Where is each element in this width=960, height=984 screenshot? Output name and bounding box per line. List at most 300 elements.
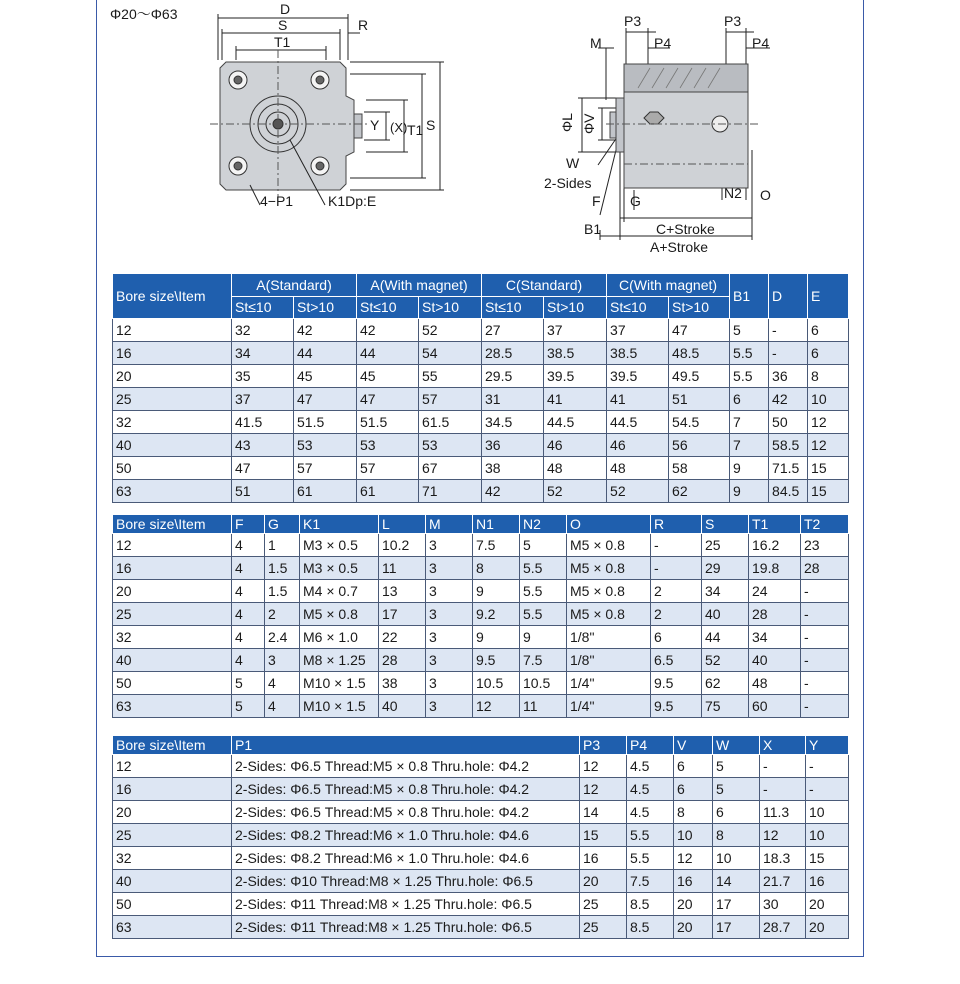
table-cell: 4 bbox=[232, 626, 265, 649]
table-cell: 1 bbox=[265, 534, 300, 557]
header-e: E bbox=[808, 274, 849, 319]
table-cell: 5 bbox=[730, 319, 769, 342]
header-cell: T2 bbox=[801, 515, 849, 534]
sub-st-gt-10: St>10 bbox=[669, 296, 730, 319]
header-cell: N1 bbox=[473, 515, 520, 534]
table-row bbox=[113, 603, 849, 626]
table-cell: 1/4" bbox=[567, 672, 651, 695]
table-cell: 27 bbox=[482, 319, 544, 342]
header-cell: Bore size\Item bbox=[113, 515, 232, 534]
table-cell: 47 bbox=[357, 388, 419, 411]
table-cell: 37 bbox=[607, 319, 669, 342]
sub-st-gt-10: St>10 bbox=[294, 296, 357, 319]
table-cell: 10.5 bbox=[520, 672, 567, 695]
table-cell: 8 bbox=[713, 824, 760, 847]
table-cell: 9 bbox=[473, 580, 520, 603]
header-cell: F bbox=[232, 515, 265, 534]
table-row bbox=[113, 480, 849, 503]
table-cell: 28.7 bbox=[760, 916, 806, 939]
table-cell: M3 × 0.5 bbox=[300, 534, 379, 557]
header-cell: R bbox=[651, 515, 702, 534]
dim-C-stroke: C+Stroke bbox=[656, 221, 715, 237]
table-cell: 1/4" bbox=[567, 695, 651, 718]
table-cell: M5 × 0.8 bbox=[567, 580, 651, 603]
table-cell: 4 bbox=[232, 603, 265, 626]
table-cell: 3 bbox=[426, 695, 473, 718]
table-cell: 2.4 bbox=[265, 626, 300, 649]
table-cell: 7.5 bbox=[473, 534, 520, 557]
header-cell: S bbox=[702, 515, 749, 534]
table-cell: 44 bbox=[294, 342, 357, 365]
bore-size-cell: 40 bbox=[113, 870, 232, 893]
table-cell: M8 × 1.25 bbox=[300, 649, 379, 672]
bore-size-cell: 20 bbox=[113, 801, 232, 824]
table-cell: 62 bbox=[669, 480, 730, 503]
table-cell: 4 bbox=[265, 695, 300, 718]
table-row bbox=[113, 672, 849, 695]
sub-st-le-10: St≤10 bbox=[232, 296, 294, 319]
table-cell: 3 bbox=[426, 557, 473, 580]
bore-size-cell: 50 bbox=[113, 893, 232, 916]
table-cell: 51.5 bbox=[357, 411, 419, 434]
table-cell: 20 bbox=[806, 893, 849, 916]
table-cell: - bbox=[801, 672, 849, 695]
dim-F: F bbox=[592, 193, 601, 209]
table-cell: 12 bbox=[580, 778, 627, 801]
table-cell: M10 × 1.5 bbox=[300, 695, 379, 718]
table-cell: 3 bbox=[265, 649, 300, 672]
table-cell: 40 bbox=[749, 649, 801, 672]
table-cell: 38 bbox=[379, 672, 426, 695]
table-cell: 28 bbox=[801, 557, 849, 580]
bore-size-cell: 40 bbox=[113, 649, 232, 672]
table-cell: 40 bbox=[702, 603, 749, 626]
table-cell: 3 bbox=[426, 672, 473, 695]
table-cell: 12 bbox=[674, 847, 713, 870]
sub-st-le-10: St≤10 bbox=[357, 296, 419, 319]
header-cell: K1 bbox=[300, 515, 379, 534]
table-cell: 10 bbox=[806, 824, 849, 847]
header-a-magnet: A(With magnet) bbox=[357, 274, 482, 297]
table-cell: - bbox=[801, 603, 849, 626]
table-cell: 2-Sides: Φ8.2 Thread:M6 × 1.0 Thru.hole: Φ4.6 bbox=[232, 824, 580, 847]
table-cell: 5.5 bbox=[520, 603, 567, 626]
table-cell: 42 bbox=[357, 319, 419, 342]
table-cell: - bbox=[801, 580, 849, 603]
table-cell: - bbox=[760, 755, 806, 778]
table-cell: 34.5 bbox=[482, 411, 544, 434]
table-cell: 9 bbox=[730, 480, 769, 503]
table-cell: 45 bbox=[357, 365, 419, 388]
table-cell: 7 bbox=[730, 411, 769, 434]
table-cell: 10 bbox=[713, 847, 760, 870]
table-cell: 42 bbox=[769, 388, 808, 411]
bore-size-cell: 16 bbox=[113, 342, 232, 365]
dimension-table-a-c-b1-d-e bbox=[112, 273, 849, 503]
table-cell: 48 bbox=[749, 672, 801, 695]
table-cell: 9 bbox=[730, 457, 769, 480]
table-row bbox=[113, 557, 849, 580]
table-cell: M10 × 1.5 bbox=[300, 672, 379, 695]
table-cell: 44.5 bbox=[607, 411, 669, 434]
table-cell: 57 bbox=[357, 457, 419, 480]
table-cell: 1/8" bbox=[567, 649, 651, 672]
table-cell: 8 bbox=[808, 365, 849, 388]
table-cell: 10.2 bbox=[379, 534, 426, 557]
table-cell: 7 bbox=[730, 434, 769, 457]
table-cell: 46 bbox=[607, 434, 669, 457]
table-row bbox=[113, 893, 849, 916]
table-cell: - bbox=[769, 319, 808, 342]
table-cell: 16.2 bbox=[749, 534, 801, 557]
table-row bbox=[113, 649, 849, 672]
table-cell: 56 bbox=[669, 434, 730, 457]
table-row bbox=[113, 342, 849, 365]
header-cell: W bbox=[713, 736, 760, 755]
table-cell: 36 bbox=[482, 434, 544, 457]
dim-R: R bbox=[358, 17, 369, 33]
bore-range-label: Φ20～Φ63 bbox=[110, 6, 178, 22]
dimension-table-p1-to-y bbox=[112, 735, 849, 939]
table-cell: 5.5 bbox=[730, 342, 769, 365]
table-cell: - bbox=[651, 557, 702, 580]
table-cell: - bbox=[769, 342, 808, 365]
table-cell: 67 bbox=[419, 457, 482, 480]
dim-N2: N2 bbox=[724, 185, 742, 201]
header-c-standard: C(Standard) bbox=[482, 274, 607, 297]
table-cell: 54.5 bbox=[669, 411, 730, 434]
table-cell: 7.5 bbox=[520, 649, 567, 672]
table-cell: 12 bbox=[473, 695, 520, 718]
bore-size-cell: 50 bbox=[113, 672, 232, 695]
table-cell: 8.5 bbox=[627, 916, 674, 939]
table-row bbox=[113, 870, 849, 893]
table-cell: 32 bbox=[232, 319, 294, 342]
table-cell: 2 bbox=[651, 580, 702, 603]
table-cell: 38.5 bbox=[607, 342, 669, 365]
bore-size-cell: 16 bbox=[113, 557, 232, 580]
table-cell: 5.5 bbox=[627, 847, 674, 870]
bore-size-cell: 16 bbox=[113, 778, 232, 801]
table-cell: 54 bbox=[419, 342, 482, 365]
table-cell: 40 bbox=[379, 695, 426, 718]
table-cell: 25 bbox=[580, 893, 627, 916]
table-cell: 3 bbox=[426, 580, 473, 603]
table-cell: - bbox=[801, 695, 849, 718]
header-cell: P1 bbox=[232, 736, 580, 755]
table-cell: 4.5 bbox=[627, 755, 674, 778]
table-row bbox=[113, 755, 849, 778]
header-cell: L bbox=[379, 515, 426, 534]
dim-T1-top: T1 bbox=[274, 34, 291, 50]
table-row bbox=[113, 388, 849, 411]
table-cell: 34 bbox=[749, 626, 801, 649]
table-cell: M5 × 0.8 bbox=[567, 557, 651, 580]
table-cell: 25 bbox=[702, 534, 749, 557]
table-cell: 48.5 bbox=[669, 342, 730, 365]
front-view-drawing bbox=[190, 0, 460, 215]
sub-st-le-10: St≤10 bbox=[607, 296, 669, 319]
table-cell: 16 bbox=[674, 870, 713, 893]
table-cell: 15 bbox=[580, 824, 627, 847]
table-cell: 8 bbox=[674, 801, 713, 824]
dim-phi-L: ΦL bbox=[559, 113, 575, 132]
table-cell: 6 bbox=[651, 626, 702, 649]
side-view-drawing bbox=[540, 0, 790, 260]
header-cell: V bbox=[674, 736, 713, 755]
header-bore-size: Bore size\Item bbox=[113, 274, 232, 319]
header-cell: Y bbox=[806, 736, 849, 755]
header-c-magnet: C(With magnet) bbox=[607, 274, 730, 297]
table-cell: 47 bbox=[669, 319, 730, 342]
table-cell: 39.5 bbox=[544, 365, 607, 388]
table-cell: 28 bbox=[749, 603, 801, 626]
table-cell: 6 bbox=[730, 388, 769, 411]
table-cell: 14 bbox=[580, 801, 627, 824]
bore-size-cell: 63 bbox=[113, 695, 232, 718]
table-cell: 5 bbox=[520, 534, 567, 557]
table-cell: 37 bbox=[544, 319, 607, 342]
label-K1Dp-E: K1Dp:E bbox=[328, 193, 377, 209]
table-cell: 61.5 bbox=[419, 411, 482, 434]
table-cell: 34 bbox=[702, 580, 749, 603]
header-cell: O bbox=[567, 515, 651, 534]
table-row bbox=[113, 580, 849, 603]
table-cell: 5 bbox=[232, 695, 265, 718]
table-row bbox=[113, 457, 849, 480]
table-cell: 6 bbox=[808, 319, 849, 342]
table-cell: 4 bbox=[232, 580, 265, 603]
table-cell: 5 bbox=[713, 755, 760, 778]
table-row bbox=[113, 824, 849, 847]
dim-P3-left: P3 bbox=[624, 13, 642, 29]
table-cell: 4.5 bbox=[627, 778, 674, 801]
header-b1: B1 bbox=[730, 274, 769, 319]
bore-size-cell: 40 bbox=[113, 434, 232, 457]
table-row bbox=[113, 626, 849, 649]
table-cell: 20 bbox=[806, 916, 849, 939]
table-cell: - bbox=[760, 778, 806, 801]
table-cell: 9.5 bbox=[651, 672, 702, 695]
table-cell: 57 bbox=[294, 457, 357, 480]
dim-S-top: S bbox=[278, 17, 288, 33]
header-cell: T1 bbox=[749, 515, 801, 534]
table-row bbox=[113, 847, 849, 870]
bore-size-cell: 32 bbox=[113, 626, 232, 649]
table-row bbox=[113, 534, 849, 557]
dim-P3-right: P3 bbox=[724, 13, 742, 29]
sub-st-gt-10: St>10 bbox=[419, 296, 482, 319]
table-cell: 4 bbox=[232, 534, 265, 557]
table-cell: 5.5 bbox=[627, 824, 674, 847]
bore-size-cell: 25 bbox=[113, 388, 232, 411]
table-cell: 5.5 bbox=[730, 365, 769, 388]
table-cell: 46 bbox=[544, 434, 607, 457]
table-cell: 58.5 bbox=[769, 434, 808, 457]
bore-size-cell: 25 bbox=[113, 824, 232, 847]
table-cell: 29.5 bbox=[482, 365, 544, 388]
bore-size-cell: 50 bbox=[113, 457, 232, 480]
table-cell: 9.2 bbox=[473, 603, 520, 626]
table-cell: 2-Sides: Φ11 Thread:M8 × 1.25 Thru.hole: Φ6.5 bbox=[232, 916, 580, 939]
table-cell: 60 bbox=[749, 695, 801, 718]
table-cell: 11 bbox=[520, 695, 567, 718]
table-cell: 51 bbox=[232, 480, 294, 503]
dim-T1-side: T1 bbox=[407, 122, 424, 138]
table-row bbox=[113, 319, 849, 342]
table-cell: 55 bbox=[419, 365, 482, 388]
table3-header-row bbox=[113, 736, 849, 755]
table-cell: 42 bbox=[482, 480, 544, 503]
table-cell: 61 bbox=[357, 480, 419, 503]
table-cell: 48 bbox=[544, 457, 607, 480]
table-cell: 12 bbox=[808, 411, 849, 434]
table-cell: - bbox=[651, 534, 702, 557]
table-cell: - bbox=[801, 649, 849, 672]
header-cell: Bore size\Item bbox=[113, 736, 232, 755]
dim-phi-V: ΦV bbox=[581, 113, 597, 134]
label-2-sides: 2-Sides bbox=[544, 175, 592, 191]
header-cell: P3 bbox=[580, 736, 627, 755]
bore-size-cell: 12 bbox=[113, 755, 232, 778]
table-cell: 47 bbox=[232, 457, 294, 480]
header-cell: P4 bbox=[627, 736, 674, 755]
table-cell: 39.5 bbox=[607, 365, 669, 388]
table-row bbox=[113, 695, 849, 718]
table-cell: 2-Sides: Φ8.2 Thread:M6 × 1.0 Thru.hole: Φ4.6 bbox=[232, 847, 580, 870]
table-cell: 20 bbox=[674, 893, 713, 916]
table-row bbox=[113, 434, 849, 457]
table-cell: 58 bbox=[669, 457, 730, 480]
table-cell: 2 bbox=[265, 603, 300, 626]
table-cell: 50 bbox=[769, 411, 808, 434]
table-cell: 53 bbox=[419, 434, 482, 457]
label-4-P1: 4−P1 bbox=[260, 193, 294, 209]
table-cell: 9.5 bbox=[651, 695, 702, 718]
table-cell: 5 bbox=[232, 672, 265, 695]
table-cell: M5 × 0.8 bbox=[567, 603, 651, 626]
table-cell: M6 × 1.0 bbox=[300, 626, 379, 649]
dim-S-side: S bbox=[426, 117, 436, 133]
table-cell: 47 bbox=[294, 388, 357, 411]
table-cell: 71.5 bbox=[769, 457, 808, 480]
bore-size-cell: 25 bbox=[113, 603, 232, 626]
table-cell: 3 bbox=[426, 649, 473, 672]
header-cell: N2 bbox=[520, 515, 567, 534]
table-cell: 12 bbox=[580, 755, 627, 778]
table-cell: 25 bbox=[580, 916, 627, 939]
sub-st-le-10: St≤10 bbox=[482, 296, 544, 319]
table-cell: 57 bbox=[419, 388, 482, 411]
table-cell: 10 bbox=[808, 388, 849, 411]
table-cell: 20 bbox=[674, 916, 713, 939]
table-cell: 6 bbox=[808, 342, 849, 365]
table-cell: 52 bbox=[419, 319, 482, 342]
table-cell: 21.7 bbox=[760, 870, 806, 893]
bore-size-cell: 63 bbox=[113, 916, 232, 939]
table-cell: 3 bbox=[426, 626, 473, 649]
table-cell: 23 bbox=[801, 534, 849, 557]
table-cell: 71 bbox=[419, 480, 482, 503]
table-cell: 17 bbox=[713, 916, 760, 939]
table-cell: 36 bbox=[769, 365, 808, 388]
table-cell: 8.5 bbox=[627, 893, 674, 916]
table-cell: 38 bbox=[482, 457, 544, 480]
header-d: D bbox=[769, 274, 808, 319]
table-cell: 51.5 bbox=[294, 411, 357, 434]
table-cell: 14 bbox=[713, 870, 760, 893]
table-cell: 18.3 bbox=[760, 847, 806, 870]
label-O: O bbox=[760, 187, 771, 203]
table-cell: 52 bbox=[607, 480, 669, 503]
table-cell: 10.5 bbox=[473, 672, 520, 695]
table-cell: 61 bbox=[294, 480, 357, 503]
table-cell: 10 bbox=[674, 824, 713, 847]
table-cell: 4 bbox=[265, 672, 300, 695]
dim-Y: Y bbox=[370, 117, 380, 133]
table-cell: 49.5 bbox=[669, 365, 730, 388]
bore-size-cell: 12 bbox=[113, 534, 232, 557]
table-cell: 41 bbox=[544, 388, 607, 411]
table-cell: 15 bbox=[808, 480, 849, 503]
table-cell: 53 bbox=[294, 434, 357, 457]
table-cell: 52 bbox=[544, 480, 607, 503]
table-cell: 6 bbox=[713, 801, 760, 824]
dim-P4-right: P4 bbox=[752, 35, 770, 51]
table-cell: 9.5 bbox=[473, 649, 520, 672]
table-cell: 17 bbox=[713, 893, 760, 916]
table-cell: 5 bbox=[713, 778, 760, 801]
table-cell: 7.5 bbox=[627, 870, 674, 893]
table-cell: 42 bbox=[294, 319, 357, 342]
table-cell: 1.5 bbox=[265, 580, 300, 603]
table-cell: 84.5 bbox=[769, 480, 808, 503]
table-row bbox=[113, 365, 849, 388]
table-cell: 9 bbox=[520, 626, 567, 649]
table-cell: 3 bbox=[426, 603, 473, 626]
table-cell: 35 bbox=[232, 365, 294, 388]
table-cell: 34 bbox=[232, 342, 294, 365]
header-cell: M bbox=[426, 515, 473, 534]
table-cell: 4.5 bbox=[627, 801, 674, 824]
dim-M: M bbox=[590, 35, 602, 51]
table-row bbox=[113, 916, 849, 939]
table-cell: 38.5 bbox=[544, 342, 607, 365]
table-cell: 13 bbox=[379, 580, 426, 603]
table-cell: 62 bbox=[702, 672, 749, 695]
table-cell: 28.5 bbox=[482, 342, 544, 365]
table-cell: 75 bbox=[702, 695, 749, 718]
table-cell: 44.5 bbox=[544, 411, 607, 434]
table-cell: 44 bbox=[357, 342, 419, 365]
table-cell: 19.8 bbox=[749, 557, 801, 580]
table-cell: 6.5 bbox=[651, 649, 702, 672]
table-cell: 8 bbox=[473, 557, 520, 580]
table-cell: 6 bbox=[674, 755, 713, 778]
header-a-standard: A(Standard) bbox=[232, 274, 357, 297]
table-cell: 4 bbox=[232, 557, 265, 580]
table-cell: 2-Sides: Φ10 Thread:M8 × 1.25 Thru.hole: Φ6.5 bbox=[232, 870, 580, 893]
table-cell: 15 bbox=[808, 457, 849, 480]
table-cell: 17 bbox=[379, 603, 426, 626]
table-cell: 11.3 bbox=[760, 801, 806, 824]
table-cell: - bbox=[806, 778, 849, 801]
dim-X: (X) bbox=[390, 120, 408, 135]
sub-st-gt-10: St>10 bbox=[544, 296, 607, 319]
table-cell: 51 bbox=[669, 388, 730, 411]
label-W: W bbox=[566, 155, 580, 171]
table-cell: - bbox=[806, 755, 849, 778]
